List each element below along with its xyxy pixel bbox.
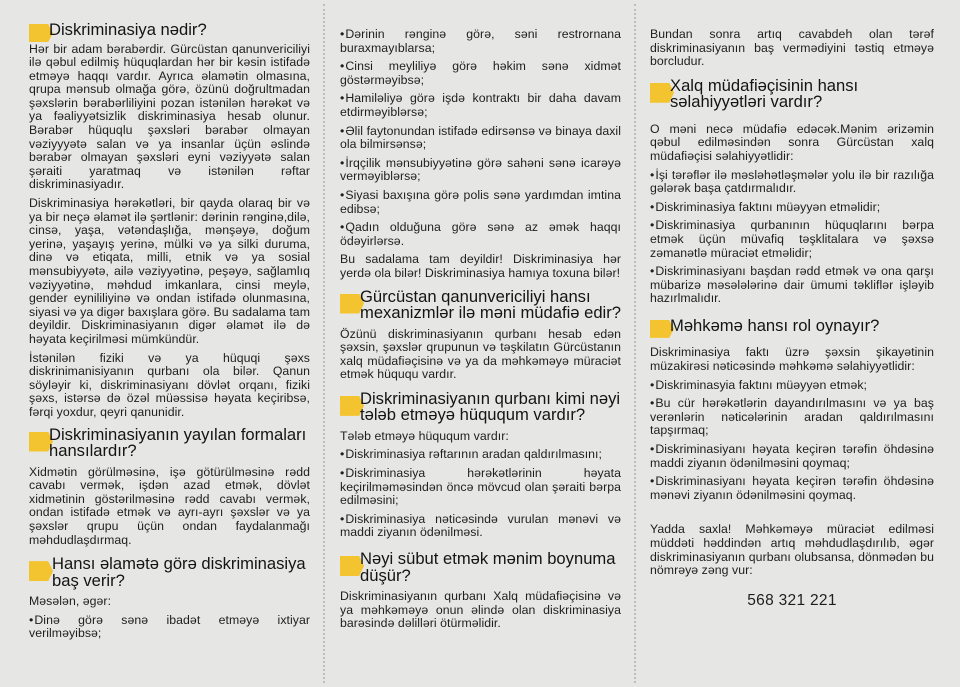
column-2 [324,0,635,687]
section-heading [29,22,310,39]
list-item: • Diskriminasiyanı başdan rədd etmək və ona qarşı mübarizə məsələlərinə dair ümumi təkliflər işləyib hazırlmalıdır. [650,265,934,306]
list-item: • Hamiləliyə görə işdə kontraktı bir daha davam etdirməyiblərsə; [340,92,621,119]
section-heading [340,286,621,322]
heading-marker-icon [29,561,53,581]
list-item: • Diskriminasiya qurbanının hüquqlarını bərpa etmək üçün müvafiq təşklitalara və şəxsə zəmanətlə müraciət etməlidir; [650,219,934,260]
list-item: • İşi tərəflər ilə məsləhətləşmələr yolu ilə bir razılığa gələrək başa çatdırmalıdır. [650,169,934,196]
paragraph: Məsələn, əgər: [29,594,112,609]
heading-text: Gürcüstan qanunvericiliyi hansı mexanizmlər ilə məni müdafiə edir? [360,286,621,322]
paragraph: Bundan sonra artıq cavabdeh olan tərəf diskriminasiyanın baş vermədiyini təstiq etməyə borcludur. [650,27,934,69]
heading-text: Diskriminasiya nədir? [49,20,207,39]
list-item: • Diskriminasiya nəticəsində vurulan mənəvi və maddi ziyanın ödənilməsi. [340,513,621,540]
section-heading [29,424,310,461]
section-heading [650,315,934,335]
heading-text: Xalq müdafiəçisinin hansı səlahiyyətləri vardır? [670,75,859,112]
list-item: • Dinə görə sənə ibadət etməyə ixtiyar verilməyibsə; [29,614,310,641]
list-item: • Bu cür hərəkətlərin dayandırılmasını və ya baş verənlərin nəticələrinin aradan qaldırılmasını tapşırmaq; [650,397,934,438]
list-item: • Diskriminasiyanı həyata keçirən tərəfin öhdəsinə maddi ziyanın ödənilməsini qoymaq; [650,443,934,470]
paragraph: Diskriminasiya hərəkətləri, bir qayda olaraq bir və ya bir neçə əlamət ilə şərtlənir: dərinin rənginə,dilə, cinsə, yaşa, vətəndaşlığa, mənşəyə, doğum yerinə, yaşayış yerinə, mülki və ya silki duruma, dinə və etiqata, milli, etnik və ya sosial mənsubiyyətə, ailə vəziyyətinə, peşəyə, sağlamlıq vəziyyətinə, məhdud imkanlara, cinsi meylə, gender eynililiyinə və ondan istifadə olunmasına, siyasi və ya digər baxışlara görə. Bu sadalama tam deyildir. Diskriminasiyanın digər əlamət ilə də həyata keçirilməsi mümkündür. [29,196,310,346]
paragraph: Diskriminasiya faktı üzrə şəxsin şikayətinin müzakirəsi nəticəsində məhkəmə səlahiyyətlidir: [650,345,934,373]
list-item: • Diskriminasiya rəftarının aradan qaldırılmasını; [340,448,621,462]
paragraph: Hər bir adam bərabərdir. Gürcüstan qanunvericiliyi ilə qəbul edilmiş hüquqlardan hər bir kəsin istifadə etməyə haqqı vardır. Ayrıca əlamətin olmasına, qrupa mənsub olmağa görə, özünü doğrultmadan şəxslərin bərabərliliyini pozan istənilən hərəkət və ya fəaliyyətsizlik diskriminasiya hesab olunur. Bərabər hüquqlu şəxsləri bərabər olmayan vəziyyyətə salan və ya insanlar üçün əslində bərabər olmayan şəxsləri eyni vəziyyətə salan şəraiti yaratmaq və istənilən rəftar diskriminasiyadır. [29,41,310,192]
list-item: • Əlil faytonundan istifadə edirsənsə və binaya daxil ola bilmirsənsə; [340,125,621,152]
paragraph: Bu sadalama tam deyildir! Diskriminasiya hər yerdə ola bilər! Diskriminasiya hamıya toxuna bilər! [340,252,621,280]
heading-text: Hansı əlamətə görə diskriminasiya baş verir? [52,554,306,590]
column-3 [635,0,960,687]
paragraph: O məni necə müdafiə edəcək.Mənim ərizəmin qəbul edilməsindən sonra Gürcüstan xalq müdafiəçisi səlahiyyətlidir: [650,121,934,163]
heading-text: Diskriminasiyanın qurbanı kimi nəyi tələb etməyə hüququm vardır? [360,388,621,425]
heading-text: Diskriminasiyanın yayılan formaları hansılardır? [49,424,307,461]
paragraph: Xidmətin görülməsinə, işə götürülməsinə rədd cavabı vermək, işdən azad etmək, dövlət xidmətinin göstərilməsinə rədd cavabı vermək, ondan istifadə etmək və ayrı-ayrı şəxslər və ya şəxslər qrupu üçün ondan faydalanmağı məhdudlaşdırmaq. [29,464,310,547]
heading-text: Nəyi sübut etmək mənim boynuma düşür? [360,549,616,585]
list-item: • Cinsi meyliliyə görə həkim sənə xidmət göstərməyibsə; [340,60,621,87]
list-item: • Dərinin rənginə görə, səni restrornana buraxmayıblarsa; [340,28,621,55]
heading-text: Məhkəmə hansı rol oynayır? [670,315,880,335]
list-item: • Diskriminasiyanı həyata keçirən tərəfin öhdəsinə mənəvi ziyanın ödənilməsini qoymaq. [650,475,934,502]
phone-number: 568 321 221 [747,591,837,609]
list-item: • Qadın olduğuna görə sənə az əmək haqqı ödəyirlərsə. [340,221,621,248]
column-1 [0,0,324,687]
list-item: • Diskriminasiya faktını müəyyən etməlidir; [650,201,934,215]
list-item: • İrqçilik mənsubiyyətinə görə sahəni sənə icarəyə verməyiblərsə; [340,157,621,184]
section-heading [29,556,310,589]
paragraph: Diskriminasiyanın qurbanı Xalq müdafiəçisinə və ya məhkəməyə onun əlində olan diskriminasiya barəsində dəlilləri ötürməlidir. [340,589,621,631]
paragraph: Yadda saxla! Məhkəməyə müraciət edilməsi müddəti həddindən artıq məhdudlaşdırılıb, əgər diskriminasiyanın qurbanı olubsansa, dönmədən bu nömrəyə zəng vur: [650,522,934,578]
list-item: • Diskriminasyia faktını müəyyən etmək; [650,379,934,393]
section-heading [650,75,934,112]
section-heading [340,388,621,425]
paragraph: Özünü diskriminasiyanın qurbanı hesab edən şəxsin, şəxslər qrupunun və təşkilatın Gürcüstanın xalq müdafiəçisinə və ya da məhkəməyə müraciət etmək hüququ vardır. [340,326,621,382]
list-item: • Siyasi baxışına görə polis sənə yardımdan imtina edibsə; [340,189,621,216]
spacer [650,507,934,517]
list-item: • Diskriminasiya hərəkətlərinin həyata keçirilməməsindən öncə mövcud olan şəraiti bərpa edilməsini; [340,467,621,508]
paragraph: İstənilən fiziki və ya hüquqi şəxs diskrinimanisiyanın qurbanı ola bilər. Qanun söyləyir ki, diskriminasiyanı dövlət orqanı, fiziki şəxs, istərsə də özəl müəssisə həyata keçiribsə, fərqi yoxdur, qeyri qanunidir. [29,350,310,419]
section-heading [340,551,621,584]
paragraph: Tələb etməyə hüququm vardır: [340,428,509,443]
